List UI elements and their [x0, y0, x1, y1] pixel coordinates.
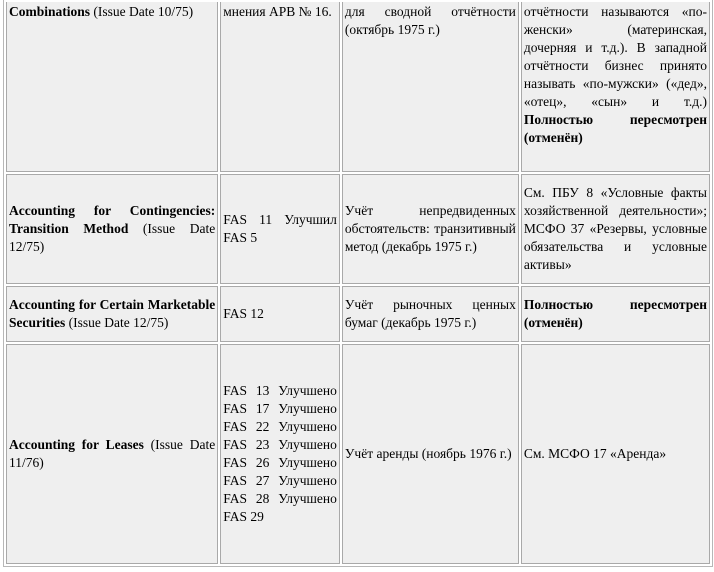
cell-russian-title	[342, 344, 519, 564]
cell-status	[521, 286, 710, 342]
russian-title-text: Учёт рыночных ценных бумаг (декабрь 1975 г.)	[344, 297, 516, 330]
status-bold: Полностью пересмотрен (отменён)	[523, 112, 707, 145]
table-row	[6, 286, 710, 342]
standard-title-rest: (Issue Date 11/76)	[9, 437, 216, 470]
fas-number-text: FAS 11 Улучшил FAS 5	[223, 212, 337, 245]
cell-fas-number	[220, 286, 340, 342]
cell-russian-title	[342, 286, 519, 342]
standard-title-bold: Combinations	[9, 4, 91, 19]
cell-status	[521, 2, 710, 172]
standard-title-rest: (Issue Date 12/75)	[65, 315, 169, 330]
table-row	[6, 344, 710, 564]
cell-status	[521, 344, 710, 564]
fas-number-text: мнения APB № 16.	[223, 4, 332, 19]
standards-table	[3, 0, 713, 567]
status-bold: Полностью пересмотрен (отменён)	[523, 297, 707, 330]
cell-russian-title	[342, 2, 519, 172]
standard-title-rest: (Issue Date 12/75)	[9, 221, 216, 254]
russian-title-text: для сводной отчётности (октябрь 1975 г.)	[344, 4, 516, 37]
status-text: См. МСФО 17 «Аренда»	[523, 446, 667, 461]
russian-title-text: Учёт непредвиденных обстоятельств: транзитивный метод (декабрь 1975 г.)	[344, 203, 516, 254]
table-row	[6, 2, 710, 172]
standard-title-bold: Accounting for Contingencies: Transition Method	[9, 203, 216, 236]
fas-number-text: FAS 13 Улучшено FAS 17 Улучшено FAS 22 Улучшено FAS 23 Улучшено FAS 26 Улучшено FAS 27 Улучшено FAS 28 Улучшено FAS 29	[223, 383, 337, 524]
standard-title-bold: Accounting for Leases	[9, 437, 144, 452]
cell-standard-title	[6, 344, 218, 564]
cell-standard-title	[6, 286, 218, 342]
russian-title-text: Учёт аренды (ноябрь 1976 г.)	[344, 446, 512, 461]
status-text: отчётности называются «по-женски» (материнская, дочерняя и т.д.). В западной отчётности бизнес принято называть «по-мужски» («дед», «отец», «сын» и т.д.)	[523, 4, 707, 109]
cell-fas-number	[220, 344, 340, 564]
cell-standard-title	[6, 174, 218, 284]
table-row	[6, 174, 710, 284]
fas-number-text: FAS 12	[223, 306, 264, 321]
standard-title-bold: Accounting for Certain Marketable Securities	[9, 297, 216, 330]
cell-fas-number	[220, 2, 340, 172]
cell-standard-title	[6, 2, 218, 172]
status-text: См. ПБУ 8 «Условные факты хозяйственной деятельности»; МСФО 37 «Резервы, условные обязательства и условные активы»	[523, 185, 707, 272]
cell-status	[521, 174, 710, 284]
standard-title-rest: (Issue Date 10/75)	[90, 4, 194, 19]
cell-fas-number	[220, 174, 340, 284]
cell-russian-title	[342, 174, 519, 284]
